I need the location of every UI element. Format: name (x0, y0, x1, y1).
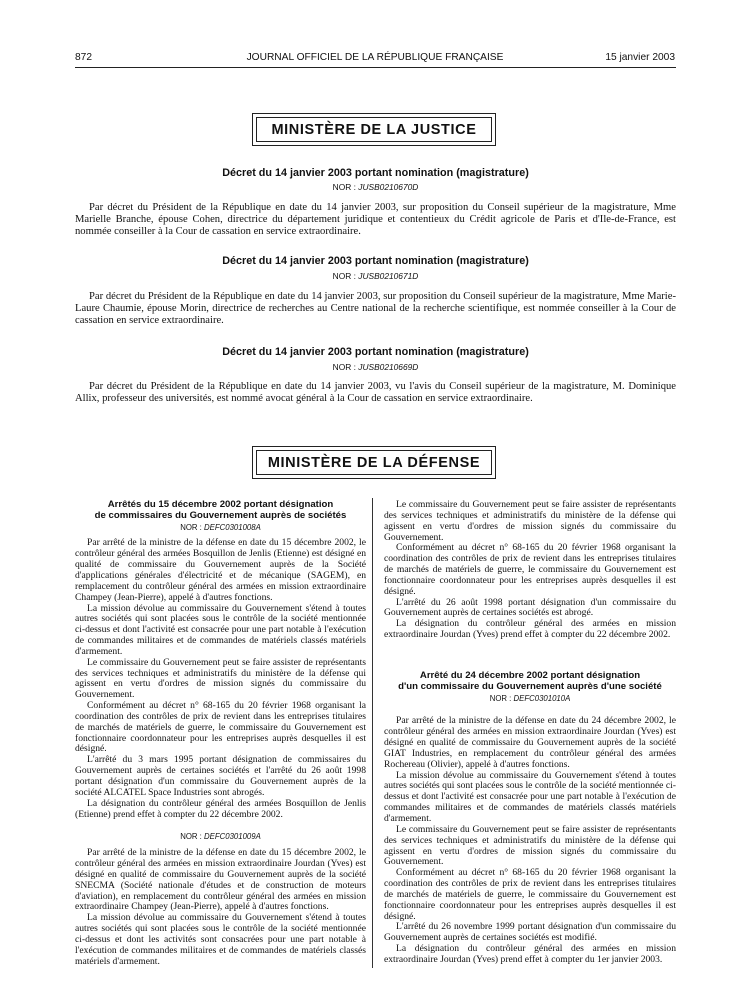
arrete-paragraph: Le commissaire du Gouvernement peut se faire assister de représentants des services techniques et administratifs du ministère de la défense qui agissent en vertu d'ordres de mission signés du commissaire du Gouvernement. (75, 656, 366, 701)
arrete-paragraph: La mission dévolue au commissaire du Gouvernement s'étend à toutes autres sociétés qui sont placées sous le contrôle de la société mentionnée ci-dessus et dont l'activité est consacrée pour une part notable à l'exécution de commandes militaires et de commandes de matériels classés matériels d'armement. (384, 769, 676, 824)
journal-title: JOURNAL OFFICIEL DE LA RÉPUBLIQUE FRANÇAISE (246, 52, 504, 63)
arrete-paragraph: Par arrêté de la ministre de la défense en date du 24 décembre 2002, le contrôleur général des armées en mission extraordinaire Jourdan (Yves) est désigné en qualité de commissaire du Gouvernement auprès de la société GIAT Industries, en remplacement du contrôleur général des armées Rochereau (Olivier), appelé à d'autres fonctions. (384, 715, 676, 770)
ministry-justice-box (0, 113, 748, 146)
decree-nor: NOR : JUSB0210669D (332, 362, 419, 372)
decree-nor: NOR : JUSB0210670D (332, 182, 419, 192)
decree-title: Décret du 14 janvier 2003 portant nomination (magistrature) (222, 255, 529, 267)
right-column (384, 500, 676, 966)
decree-nor: NOR : JUSB0210671D (332, 271, 419, 281)
page-number: 872 (75, 52, 92, 63)
arrete-paragraph: L'arrêté du 3 mars 1995 portant désignation de commissaires du Gouvernement auprès de certaines sociétés et l'arrêté du 26 août 1998 portant désignation d'un commissaire du Gouvernement auprès de la société ALCATEL Space Industries sont abrogés. (75, 754, 366, 798)
arrete-paragraph: Par arrêté de la ministre de la défense en date du 15 décembre 2002, le contrôleur général des armées Bosquillon de Jenlis (Etienne) est désigné en qualité de commissaire du Gouvernement auprès de la Société d'applications générales d'électricité et de mécanique (SAGEM), en remplacement du contrôleur général des armées en mission extraordinaire Champey (Jean-Pierre), appelé à d'autres fonctions. (75, 537, 366, 603)
arrete-nor: NOR : DEFC0301010A (489, 693, 571, 703)
arrete-nor: NOR : DEFC0301009A (180, 832, 261, 842)
arrete-paragraph: Conformément au décret n° 68-165 du 20 février 1968 organisant la coordination des contrôles de prix de revient dans les entreprises titulaires de marchés de matériels de guerre, le commissaire du Gouvernement est fonctionnaire coordonnateur pour les entreprises auprès desquelles il est désigné. (384, 542, 676, 597)
arrete-paragraph: Conformément au décret n° 68-165 du 20 février 1968 organisant la coordination des contrôles de prix de revient dans les entreprises titulaires de marchés de matériels de guerre, le commissaire du Gouvernement est fonctionnaire coordonnateur pour les entreprises auprès desquelles il est désigné. (75, 700, 366, 755)
arrete-paragraph: La désignation du contrôleur général des armées en mission extraordinaire Jourdan (Yves) prend effet à compter du 22 décembre 2002. (384, 618, 676, 641)
decree-text: Par décret du Président de la République en date du 14 janvier 2003, vu l'avis du Conseil supérieur de la magistrature, M. Dominique Allix, professeur des universités, est nommé avocat général à la Cour de cassation en service extraordinaire. (75, 381, 676, 404)
arrete-paragraph: La désignation du contrôleur général des armées Bosquillon de Jenlis (Etienne) prend effet à compter du 22 décembre 2002. (75, 797, 366, 820)
ministry-defense-title: MINISTÈRE DE LA DÉFENSE (256, 450, 492, 475)
ministry-defense-box (0, 446, 748, 479)
arrete-paragraph: Le commissaire du Gouvernement peut se faire assister de représentants des services techniques et administratifs du ministère de la défense qui agissent en vertu d'ordres de mission signés du commissaire du Gouvernement. (384, 823, 676, 868)
arrete-paragraph: Conformément au décret n° 68-165 du 20 février 1968 organisant la coordination des contrôles de prix de revient dans les entreprises titulaires de marchés de matériels de guerre, le commissaire du Gouvernement est fonctionnaire coordonnateur pour les entreprises auprès desquelles il est désigné. (384, 867, 676, 922)
column-divider (372, 498, 373, 968)
arrete-paragraph: L'arrêté du 26 août 1998 portant désignation d'un commissaire du Gouvernement auprès de certaines sociétés est abrogé. (384, 596, 676, 619)
decree-title: Décret du 14 janvier 2003 portant nomination (magistrature) (222, 346, 529, 358)
page-header (75, 52, 675, 66)
decree-text: Par décret du Président de la République en date du 14 janvier 2003, sur proposition du Conseil supérieur de la magistrature, Mme Marie-Laure Chaumie, épouse Morin, directrice de recherches au Centre national de la recherche scientifique, est nommée conseiller à la Cour de cassation en service extraordinaire. (75, 291, 676, 326)
arrete-title: Arrêté du 24 décembre 2002 portant désignation d'un commissaire du Gouvernement auprès d'une société (398, 669, 662, 692)
arrete-title: Arrêtés du 15 décembre 2002 portant désignation de commissaires du Gouvernement auprès de sociétés (94, 499, 347, 521)
arrete-paragraph: L'arrêté du 26 novembre 1999 portant désignation d'un commissaire du Gouvernement auprès de certaines sociétés est modifié. (384, 921, 676, 944)
arrete-paragraph: La mission dévolue au commissaire du Gouvernement s'étend à toutes autres sociétés qui sont placées sous le contrôle de la société mentionnée ci-dessus et dont les activités sont consacrées pour une part notable à l'exécution de commandes militaires et de commandes de matériels classés matériels d'armement. (75, 912, 366, 967)
decree-text: Par décret du Président de la République en date du 14 janvier 2003, sur proposition du Conseil supérieur de la magistrature, Mme Marielle Branche, épouse Cohen, directrice du département juridique et contentieux du Crédit agricole de Paris et d'Ile-de-France, est nommée conseiller à la Cour de cassation en service extraordinaire. (75, 202, 676, 237)
arrete-paragraph: Par arrêté de la ministre de la défense en date du 15 décembre 2002, le contrôleur général des armées en mission extraordinaire Jourdan (Yves) est désigné en qualité de commissaire du Gouvernement auprès de la société SNECMA (Société nationale d'études et de construction de moteurs d'aviation), en remplacement du contrôleur général des armées en mission extraordinaire Champey (Jean-Pierre), appelé à d'autres fonctions. (75, 847, 366, 913)
arrete-nor: NOR : DEFC0301008A (180, 522, 261, 532)
arrete-paragraph: Le commissaire du Gouvernement peut se faire assister de représentants des services techniques et administratifs du ministère de la défense qui agissent en vertu d'ordres de mission signés du commissaire du Gouvernement. (384, 499, 676, 543)
issue-date: 15 janvier 2003 (605, 52, 675, 63)
arrete-paragraph: La désignation du contrôleur général des armées en mission extraordinaire Jourdan (Yves) prend effet à compter du 1er janvier 2003. (384, 943, 676, 965)
ministry-justice-title: MINISTÈRE DE LA JUSTICE (256, 117, 492, 142)
left-column (75, 500, 366, 968)
arrete-paragraph: La mission dévolue au commissaire du Gouvernement s'étend à toutes autres sociétés qui sont placées sous le contrôle de la société mentionnée ci-dessus et dont l'activité est consacrée pour une part notable à l'exécution de commandes militaires et de commandes de matériels classés matériels d'armement. (75, 602, 366, 657)
header-rule (75, 67, 676, 68)
decree-title: Décret du 14 janvier 2003 portant nomination (magistrature) (222, 167, 529, 179)
